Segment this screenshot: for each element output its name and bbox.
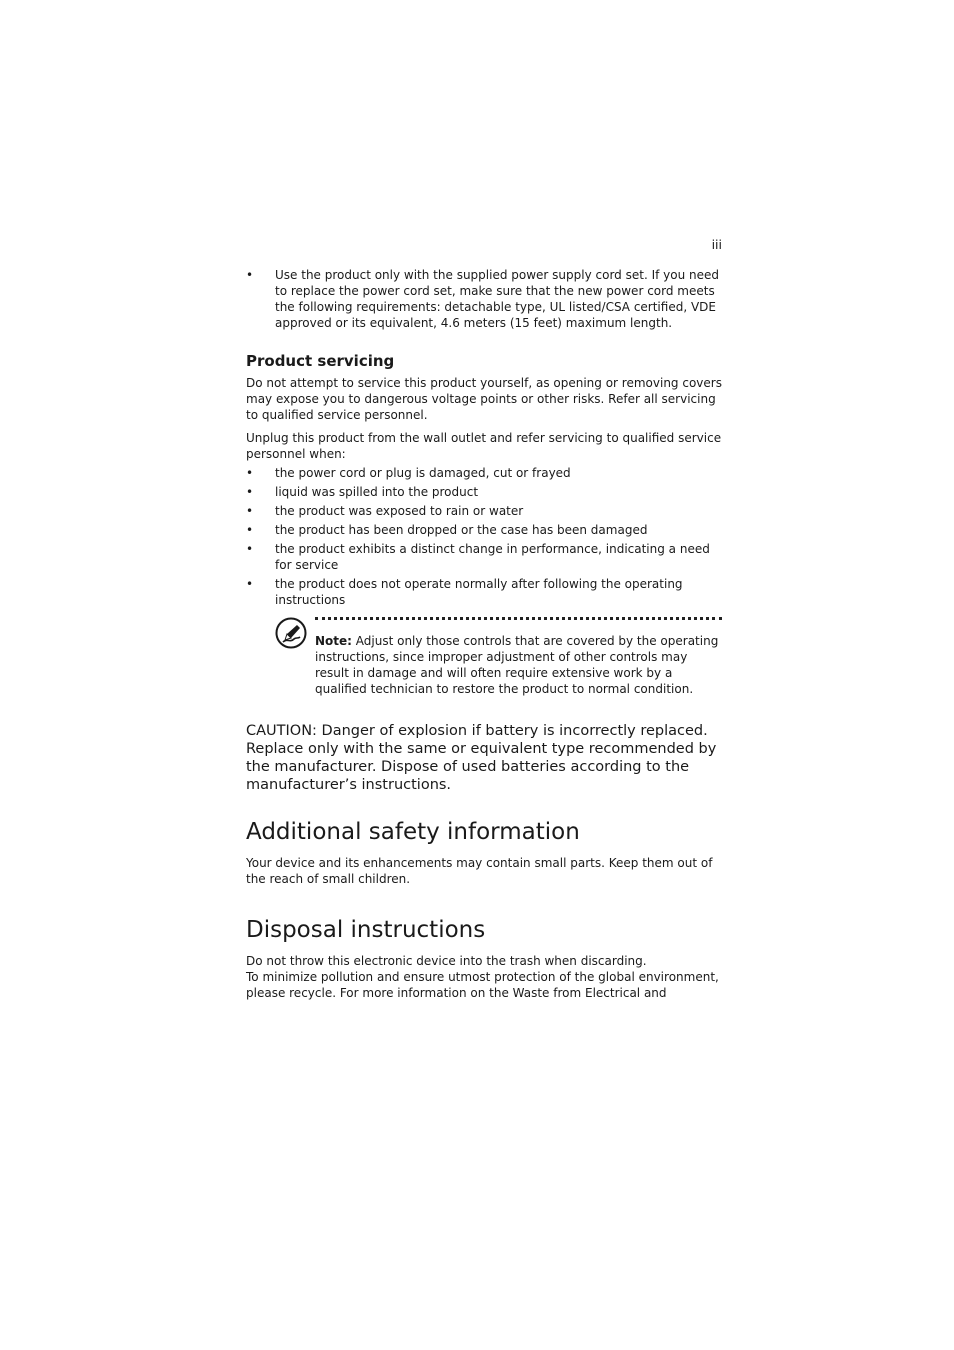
note-text — [315, 633, 722, 697]
note-body: Adjust only those controls that are covered by the operating instructions, since improper adjustment of other controls may result in damage and will often require extensive work by a qualified technician to restore the product to normal condition. — [315, 634, 719, 696]
list-item: • the product does not operate normally after following the operating instructions — [246, 576, 722, 608]
note-pencil-icon — [275, 617, 307, 649]
list-item: • the product has been dropped or the case has been damaged — [246, 522, 722, 538]
page-number: iii — [711, 237, 722, 252]
product-servicing-heading: Product servicing — [246, 352, 395, 370]
battery-caution: CAUTION: Danger of explosion if battery is incorrectly replaced. Replace only with the same or equivalent type recommended by the manufacturer. Dispose of used batteries according to the manufacturer’s instructions. — [246, 723, 717, 793]
list-item: • the product was exposed to rain or water — [246, 503, 722, 519]
servicing-conditions-list — [246, 465, 722, 608]
note-divider — [315, 617, 722, 620]
disposal-heading: Disposal instructions — [246, 917, 486, 943]
servicing-paragraph-1: Do not attempt to service this product yourself, as opening or removing covers may expose you to dangerous voltage points or other risks. Refer all servicing to qualified service personnel. — [246, 376, 722, 422]
list-item: • liquid was spilled into the product — [246, 484, 722, 500]
note-box — [275, 617, 722, 697]
servicing-paragraph-2: Unplug this product from the wall outlet and refer servicing to qualified service personnel when: — [246, 431, 722, 461]
additional-safety-paragraph: Your device and its enhancements may contain small parts. Keep them out of the reach of small children. — [246, 856, 713, 886]
additional-safety-heading: Additional safety information — [246, 819, 580, 845]
list-item: • the product exhibits a distinct change in performance, indicating a need for service — [246, 541, 722, 573]
power-cord-bullet: • Use the product only with the supplied power supply cord set. If you need to replace the power cord set, make sure that the new power cord meets the following requirements: detachable type, UL listed/CSA certified, VDE approved or its equivalent, 4.6 meters (15 feet) maximum length. — [246, 267, 722, 331]
page-content — [246, 267, 722, 1001]
disposal-line-1: Do not throw this electronic device into the trash when discarding. — [246, 954, 647, 968]
note-label: Note: — [315, 634, 352, 648]
list-item: • the power cord or plug is damaged, cut or frayed — [246, 465, 722, 481]
disposal-line-2: To minimize pollution and ensure utmost protection of the global environment, please recycle. For more information on the Waste from Electrical and — [246, 970, 719, 1000]
